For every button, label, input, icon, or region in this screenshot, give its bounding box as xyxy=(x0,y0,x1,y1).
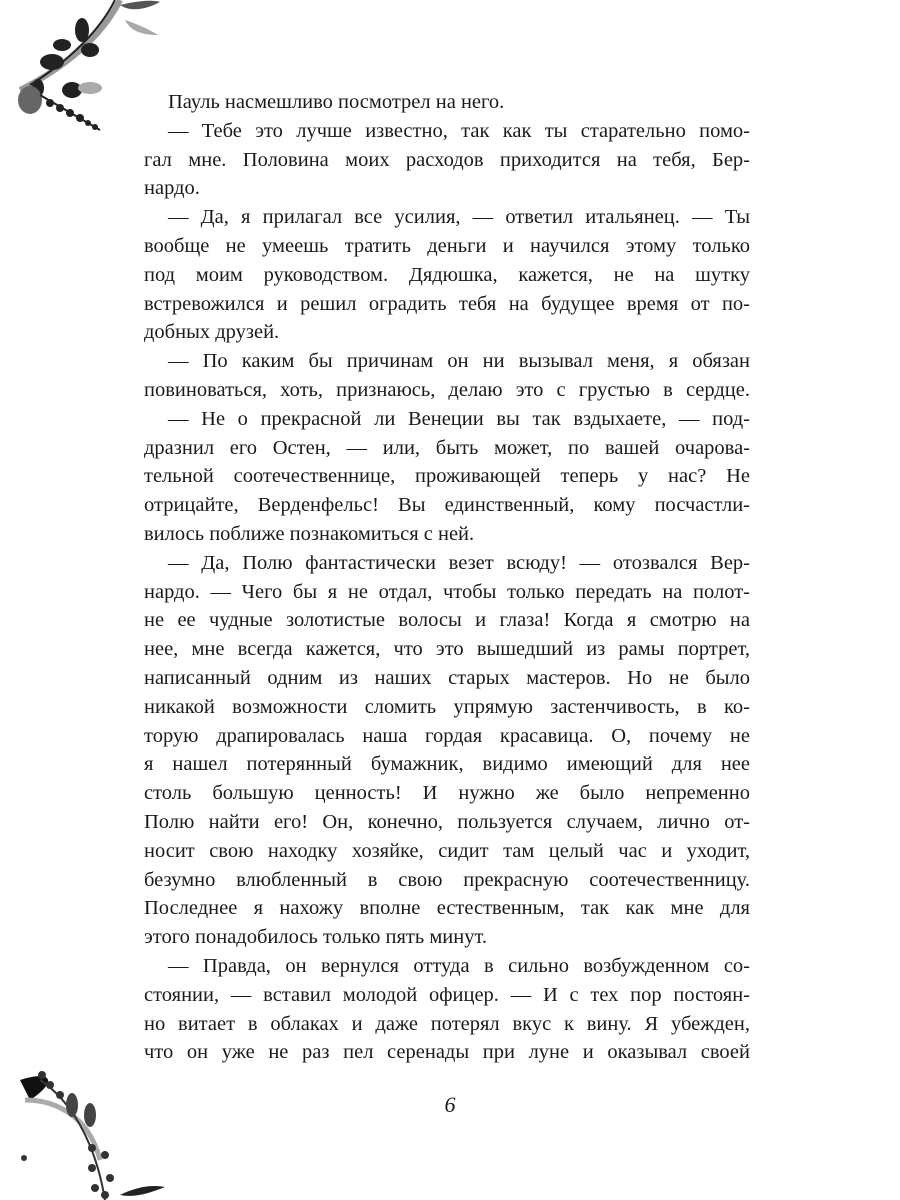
text-line: вообще не умеешь тратить деньги и научился этому только xyxy=(144,234,750,257)
text-line: никакой возможности сломить упрямую застенчивость, в ко- xyxy=(144,695,750,718)
text-line: этого понадобилось только пять минут. xyxy=(144,926,488,949)
text-line: но витает в облаках и даже потерял вкус к вину. Я убежден, xyxy=(144,1012,750,1035)
text-line: — Тебе это лучше известно, так как ты старательно помо- xyxy=(168,119,750,142)
text-line: дразнил его Остен, — или, быть может, по вашей очарова- xyxy=(144,436,750,459)
text-line: столь большую ценность! И нужно же было непременно xyxy=(144,782,750,805)
text-line: под моим руководством. Дядюшка, кажется, не на шутку xyxy=(144,263,750,286)
text-line: вилось поближе познакомиться с ней. xyxy=(144,522,475,545)
text-line: добных друзей. xyxy=(144,321,280,344)
text-line: отрицайте, Верденфельс! Вы единственный, кому посчастли- xyxy=(144,494,750,517)
text-line: торую драпировалась наша гордая красавица. О, почему не xyxy=(144,724,750,747)
text-line: носит свою находку хозяйке, сидит там целый час и уходит, xyxy=(144,839,750,862)
text-line: Пауль насмешливо посмотрел на него. xyxy=(168,91,505,113)
text-line: — По каким бы причинам он ни вызывал меня, я обязан xyxy=(168,350,750,373)
text-line: — Правда, он вернулся оттуда в сильно возбужденном со- xyxy=(168,954,750,977)
text-line: нардо. — Чего бы я не отдал, чтобы только передать на полот- xyxy=(144,580,750,603)
text-line: нее, мне всегда кажется, что это вышедший из рамы портрет, xyxy=(144,638,750,661)
text-line: — Не о прекрасной ли Венеции вы так вздыхаете, — под- xyxy=(168,407,750,430)
text-line: — Да, я прилагал все усилия, — ответил итальянец. — Ты xyxy=(168,206,750,229)
text-line: Полю найти его! Он, конечно, пользуется случаем, лично от- xyxy=(144,810,750,833)
text-line: я нашел потерянный бумажник, видимо имеющий для нее xyxy=(144,753,750,776)
text-line: стоянии, — вставил молодой офицер. — И с тех пор постоян- xyxy=(144,983,750,1006)
text-line: Последнее я нахожу вполне естественным, так как мне для xyxy=(144,897,750,920)
body-text xyxy=(144,88,750,1067)
page-number: 6 xyxy=(444,1092,456,1117)
text-line: нардо. xyxy=(144,177,200,200)
text-line: встревожился и решил оградить тебя на будущее время от по- xyxy=(144,292,750,315)
text-line: гал мне. Половина моих расходов приходится на тебя, Бер- xyxy=(144,148,750,171)
text-line: тельной соотечественнице, проживающей теперь у нас? Не xyxy=(144,465,750,488)
text-line: не ее чудные золотистые волосы и глаза! Когда я смотрю на xyxy=(144,609,750,632)
floral-ornament-bottom-icon xyxy=(0,1060,170,1200)
text-line: безумно влюбленный в свою прекрасную соотечественницу. xyxy=(144,868,750,891)
text-line: написанный одним из наших старых мастеров. Но не было xyxy=(144,666,750,689)
text-line: — Да, Полю фантастически везет всюду! — отозвался Вер- xyxy=(168,551,750,574)
text-line: что он уже не раз пел серенады при луне и оказывал своей xyxy=(144,1041,750,1064)
text-line: повиноваться, хоть, признаюсь, делаю это с грустью в сердце. xyxy=(144,378,750,401)
